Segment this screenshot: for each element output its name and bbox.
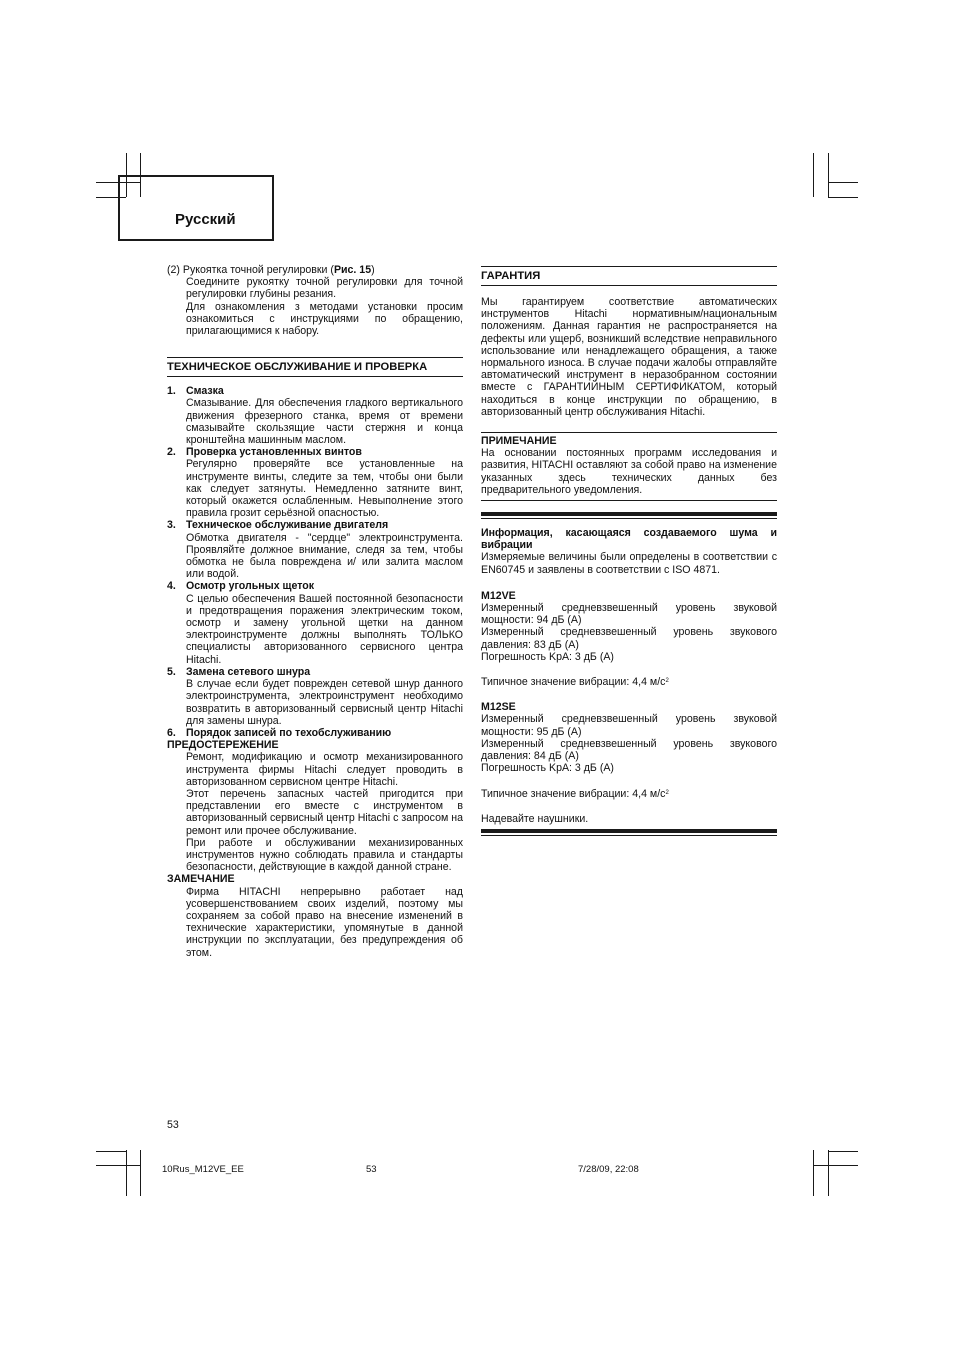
fine-adjust-text: Для ознакомления з методами установки просим ознакомиться с инструкциями по обращению, прилагающимися к набору. — [186, 300, 463, 338]
language-box — [118, 175, 274, 241]
page-number: 53 — [167, 1119, 179, 1131]
warranty-title: ГАРАНТИЯ — [481, 267, 777, 286]
footer-file: 10Rus_M12VE_EE — [162, 1164, 244, 1175]
crop-mark — [828, 1150, 829, 1196]
section-rule — [481, 835, 777, 836]
list-item: 5. Замена сетевого шнура В случае если будет поврежден сетевой шнур данного электроинструмента, электроинструмент необходимо возвратить в авторизованный сервисный центр Hitachi для замены шнура. — [167, 665, 463, 727]
list-item: 4. Осмотр угольных щеток С целью обеспечения Вашей постоянной безопасности и предотвращения поражения электрическим током, осмотр и замену угольной щетки на данном электроинструменте должны выполнять ТОЛЬКО специалисты авторизованного сервисного центра Hitachi. — [167, 580, 463, 666]
note-title: ЗАМЕЧАНИЕ — [167, 873, 235, 886]
caution-text: Этот перечень запасных частей пригодится при представлении его вместе с инструментом в авторизованный сервисный центр Hitachi с запросом на ремонт или прочее обслуживание. — [186, 787, 463, 837]
crop-mark — [126, 1150, 127, 1196]
crop-mark — [828, 1151, 858, 1152]
caution-text: Ремонт, модификацию и осмотр механизированного инструмента фирмы Hitachi следует проводить в авторизованном сервисном центре Hitachi. — [186, 751, 463, 788]
remark-title: ПРИМЕЧАНИЕ — [481, 435, 557, 448]
crop-mark — [813, 153, 814, 197]
model-name: M12SE — [481, 701, 516, 714]
note-text: Фирма HITACHI непрерывно работает над усовершенствованием своих изделий, поэтому мы сохраняем за собой право на внесение изменений в технические характеристики, упомянутые в данной инструкции по эксплуатации, без предупреждения об этом. — [186, 885, 463, 959]
fine-adjust-text: Соедините рукоятку точной регулировки для точной регулировки глубины резания. — [186, 276, 463, 301]
left-column — [167, 264, 463, 959]
crop-mark — [96, 1165, 140, 1166]
footer-date: 7/28/09, 22:08 — [578, 1164, 639, 1175]
noise-title: Информация, касающаяся создаваемого шума и вибрации — [481, 527, 777, 552]
list-item: 3. Техническое обслуживание двигателя Обмотка двигателя - "сердце" электроинструмента. Проявляйте должное внимание, следя за тем, чтобы обмотка не была повреждена и/ или залита маслом или водой. — [167, 519, 463, 581]
caution-title: ПРЕДОСТЕРЕЖЕНИЕ — [167, 739, 279, 752]
crop-mark — [140, 1150, 141, 1196]
vibration-value: Типичное значение вибрации: 4,4 $м/с^2$ — [481, 787, 669, 800]
crop-mark — [96, 1151, 126, 1152]
crop-mark — [828, 182, 858, 183]
list-item: 1. Смазка Смазывание. Для обеспечения гладкого вертикального движения фрезерного станка, время от времени смазывайте скользящие части стержня и конца кронштейна машинным маслом. — [167, 385, 463, 447]
maintenance-title: ТЕХНИЧЕСКОЕ ОБСЛУЖИВАНИЕ И ПРОВЕРКА — [167, 358, 463, 377]
model-block: M12VE Измеренный средневзвешенный уровень звуковой мощности: 94 дБ (A) Измеренный средневзвешенный уровень звукового давления: 83 дБ (A) Погрешность KpA: 3 дБ (A) Типичное значение вибрации: 4,4 $м/с^2$ — [481, 589, 777, 689]
vibration-value: Типичное значение вибрации: 4,4 $м/с^2$ — [481, 676, 669, 689]
list-item: 2. Проверка установленных винтов Регулярно проверяйте все установленные на инструменте винты, следите за тем, чтобы они были как следует затянуты. Немедленно затяните винт, который окажется ослабленным. Невыполнение этого правила грозит серьёзной опасностью. — [167, 446, 463, 520]
fine-adjust-heading: (2) Рукоятка точной регулировки (Рис. 15) — [167, 264, 375, 276]
language-label: Русский — [175, 211, 236, 228]
earmuffs-note: Надевайте наушники. — [481, 812, 589, 825]
crop-mark — [828, 153, 829, 197]
crop-mark — [813, 1150, 814, 1196]
model-name: M12VE — [481, 589, 516, 602]
crop-mark — [813, 1165, 858, 1166]
crop-mark — [828, 197, 858, 198]
caution-text: При работе и обслуживании механизированных инструментов нужно соблюдать правила и стандарты безопасности, действующие в каждой данной стране. — [186, 836, 463, 874]
warranty-text: Мы гарантируем соответствие автоматических инструментов Hitachi нормативным/национальным положениям. Данная гарантия не распространяется на дефекты или ущерб, возникший вследствие неправильного использование или ненадлежащего обращения, а также нормального износа. В случае подачи жалобы отправляйте автоматический инструмент в неразобранном состоянии вместе с ГАРАНТИЙНЫМ СЕРТИФИКАТОМ, который находиться в конце инструкции по обращению, в авторизованный центр обслуживания Hitachi. — [481, 296, 777, 418]
model-block: M12SE Измеренный средневзвешенный уровень звуковой мощности: 95 дБ (A) Измеренный средневзвешенный уровень звукового давления: 84 дБ (A) Погрешность KpA: 3 дБ (A) Типичное значение вибрации: 4,4 $м/с^2$ — [481, 701, 777, 800]
maintenance-list — [167, 385, 463, 739]
remark-text: На основании постоянных программ исследования и развития, HITACHI оставляют за собой право на изменение указанных здесь технических данных без предварительного уведомления. — [481, 447, 777, 496]
noise-text: Измеряемые величины были определены в соответствии с EN60745 и заявлены в соответствии с ISO 4871. — [481, 551, 777, 576]
footer-page: 53 — [366, 1164, 377, 1175]
list-item: 6. Порядок записей по техобслуживанию — [167, 726, 392, 739]
right-column — [481, 266, 777, 836]
